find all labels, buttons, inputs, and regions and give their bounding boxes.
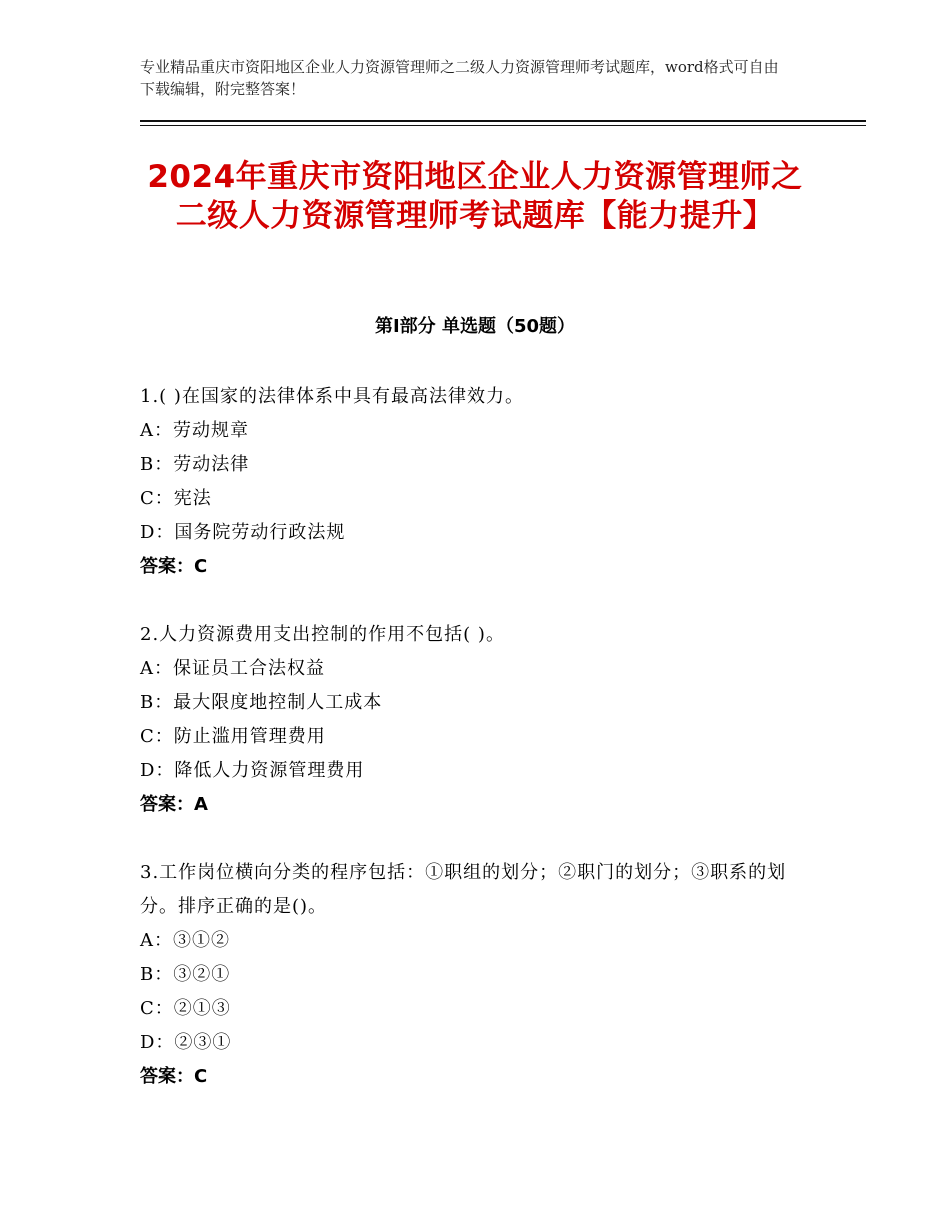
option-d: D：降低人力资源管理费用 — [140, 760, 365, 781]
option-c: C：防止滥用管理费用 — [140, 726, 326, 747]
option-c: C：②①③ — [140, 998, 231, 1019]
question-1 — [140, 380, 820, 584]
option-b: B：劳动法律 — [140, 454, 250, 475]
option-a: A：③①② — [140, 930, 230, 951]
header-note: 专业精品重庆市资阳地区企业人力资源管理师之二级人力资源管理师考试题库，word格式可自由下载编辑，附完整答案！ — [140, 58, 779, 98]
question-stem: 2.人力资源费用支出控制的作用不包括( )。 — [140, 624, 505, 645]
section-title: 第Ⅰ部分 单选题（50题） — [374, 316, 575, 337]
question-stem: 3.工作岗位横向分类的程序包括：①职组的划分；②职门的划分；③职系的划分。排序正确的是()。 — [140, 862, 787, 917]
option-d: D：国务院劳动行政法规 — [140, 522, 346, 543]
question-2 — [140, 618, 820, 822]
option-b: B：③②① — [140, 964, 231, 985]
question-3 — [140, 856, 820, 1094]
option-a: A：保证员工合法权益 — [140, 658, 325, 679]
question-stem: 1.( )在国家的法律体系中具有最高法律效力。 — [140, 386, 524, 407]
header-rule-thick — [140, 120, 866, 122]
answer-line: 答案：C — [140, 556, 208, 577]
header-rule-thin — [140, 125, 866, 126]
answer-line: 答案：C — [140, 1066, 208, 1087]
option-b: B：最大限度地控制人工成本 — [140, 692, 383, 713]
question-list — [140, 380, 820, 1128]
option-c: C：宪法 — [140, 488, 212, 509]
document-title: 2024年重庆市资阳地区企业人力资源管理师之二级人力资源管理师考试题库【能力提升】 — [147, 159, 803, 234]
answer-line: 答案：A — [140, 794, 208, 815]
option-d: D：②③① — [140, 1032, 232, 1053]
option-a: A：劳动规章 — [140, 420, 249, 441]
